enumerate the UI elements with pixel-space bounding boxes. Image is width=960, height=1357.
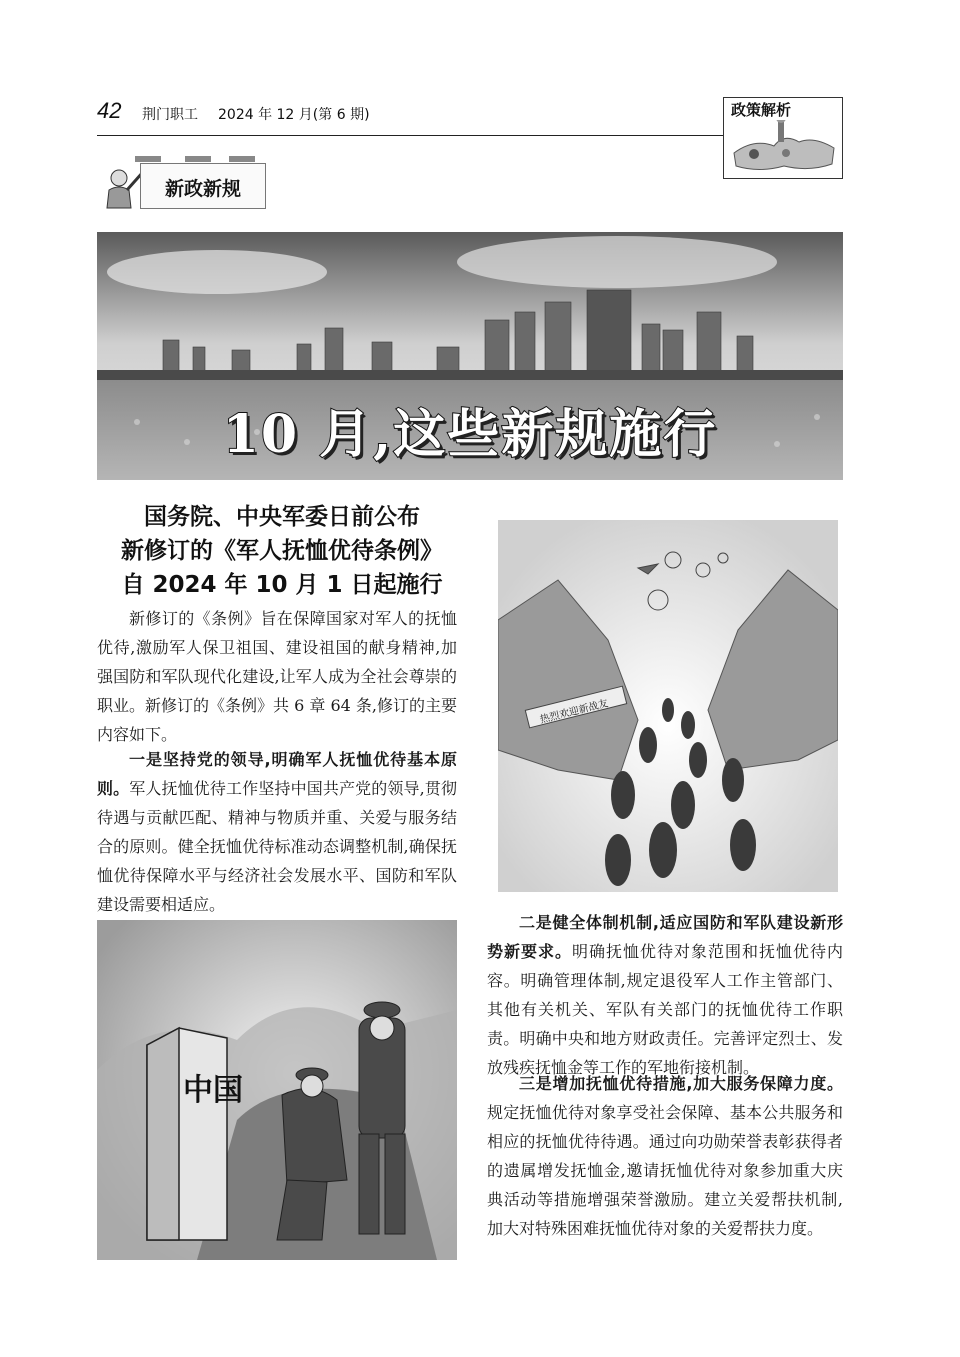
headline-line-2: 新修订的《军人抚恤优待条例》 bbox=[121, 538, 443, 564]
headline-line-1: 国务院、中央军委日前公布 bbox=[144, 504, 420, 530]
banner-title: 10 月,这些新规施行 bbox=[222, 404, 718, 465]
point-3-text: 规定抚恤优待对象享受社会保障、基本公共服务和相应的抚恤优待待遇。通过向功勋荣誉表彰获得者的遗属增发抚恤金,邀请抚恤优待对象参加重大庆典活动等措施增强荣誉激励。建立关爱帮扶机制,加大对特殊困难抚恤优待对象的关爱帮扶力度。 bbox=[487, 1103, 843, 1238]
header-rule bbox=[97, 135, 723, 136]
march-banner-text: 热烈欢迎新战友 bbox=[538, 698, 610, 726]
section-badge-label: 政策解析 bbox=[731, 101, 792, 119]
point-3-lead: 三是增加抚恤优待措施,加大服务保障力度。 bbox=[519, 1074, 843, 1093]
boundary-marker-illustration bbox=[97, 920, 457, 1260]
publication-name: 荆门职工 bbox=[142, 107, 198, 123]
issue-label: 2024 年 12 月(第 6 期) bbox=[218, 107, 370, 123]
point-1-lead: 一是坚持党的领导,明确军人抚恤优待基本原则。 bbox=[97, 750, 457, 798]
point-3-paragraph bbox=[487, 1069, 843, 1243]
intro-paragraph bbox=[97, 604, 457, 749]
point-2-lead: 二是健全体制机制,适应国防和军队建设新形势新要求。 bbox=[487, 913, 843, 961]
intro-text: 新修订的《条例》旨在保障国家对军人的抚恤优待,激励军人保卫祖国、建设祖国的献身精神,加强国防和军队现代化建设,让军人成为全社会尊崇的职业。新修订的《条例》共 6 章 64 条,修订的主要内容如下。 bbox=[97, 609, 457, 744]
point-1-paragraph bbox=[97, 745, 457, 919]
marching-soldiers-illustration bbox=[498, 520, 838, 892]
boundary-marker-text: 中国 bbox=[183, 1073, 243, 1108]
point-1-text: 军人抚恤优待工作坚持中国共产党的领导,贯彻待遇与贡献匹配、精神与物质并重、关爱与服务结合的原则。健全抚恤优待标准动态调整机制,确保抚恤优待保障水平与经济社会发展水平、国防和军队建设需要相适应。 bbox=[97, 779, 457, 914]
column-tag-label: 新政新规 bbox=[165, 178, 242, 200]
point-2-paragraph bbox=[487, 908, 843, 1082]
headline-line-3: 自 2024 年 10 月 1 日起施行 bbox=[121, 572, 443, 598]
point-2-text: 明确抚恤优待对象范围和抚恤优待内容。明确管理体制,规定退役军人工作主管部门、其他有关机关、军队有关部门的抚恤优待工作职责。明确中央和地方财政责任。完善评定烈士、发放残疾抚恤金等工作的军地衔接机制。 bbox=[487, 942, 843, 1077]
page-number: 42 bbox=[97, 98, 122, 123]
